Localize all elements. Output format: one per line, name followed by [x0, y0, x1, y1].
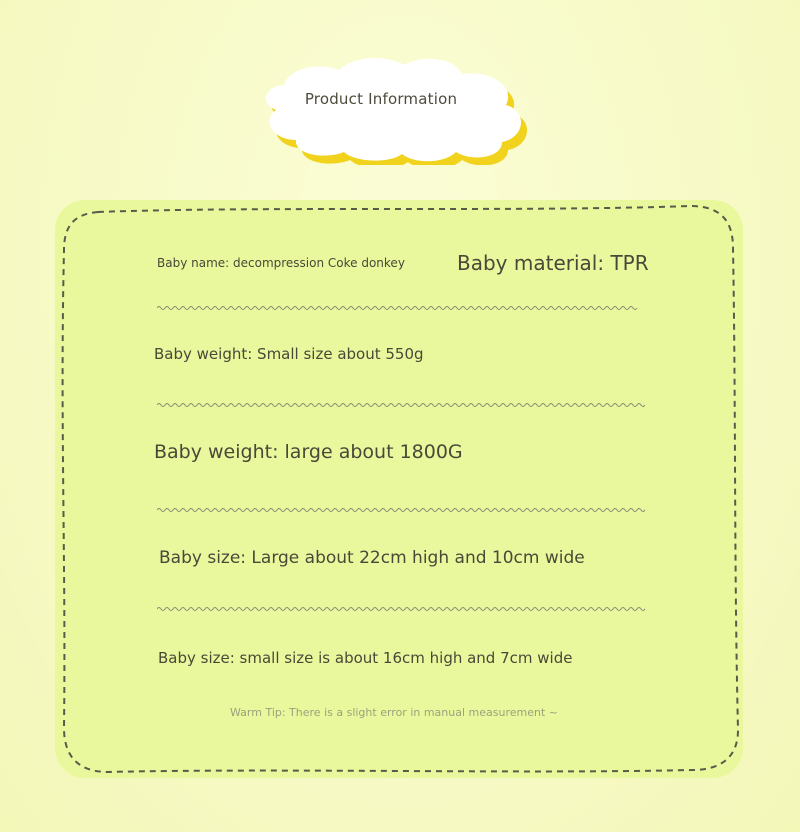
baby-size-large-text: Baby size: Large about 22cm high and 10cm wide — [159, 548, 585, 568]
page-title: Product Information — [304, 90, 458, 108]
warm-tip-text: Warm Tip: There is a slight error in manual measurement ~ — [229, 706, 558, 719]
baby-material-text: Baby material: TPR — [457, 251, 649, 275]
wavy-divider — [157, 605, 645, 613]
baby-name-text: Baby name: decompression Coke donkey — [157, 256, 405, 270]
wavy-divider — [157, 304, 645, 312]
wavy-divider — [157, 401, 645, 409]
card-fill — [55, 200, 743, 778]
wavy-divider — [157, 506, 645, 514]
baby-weight-large-text: Baby weight: large about 1800G — [154, 441, 463, 463]
baby-weight-small-text: Baby weight: Small size about 550g — [154, 345, 424, 363]
baby-size-small-text: Baby size: small size is about 16cm high and 7cm wide — [158, 649, 573, 667]
